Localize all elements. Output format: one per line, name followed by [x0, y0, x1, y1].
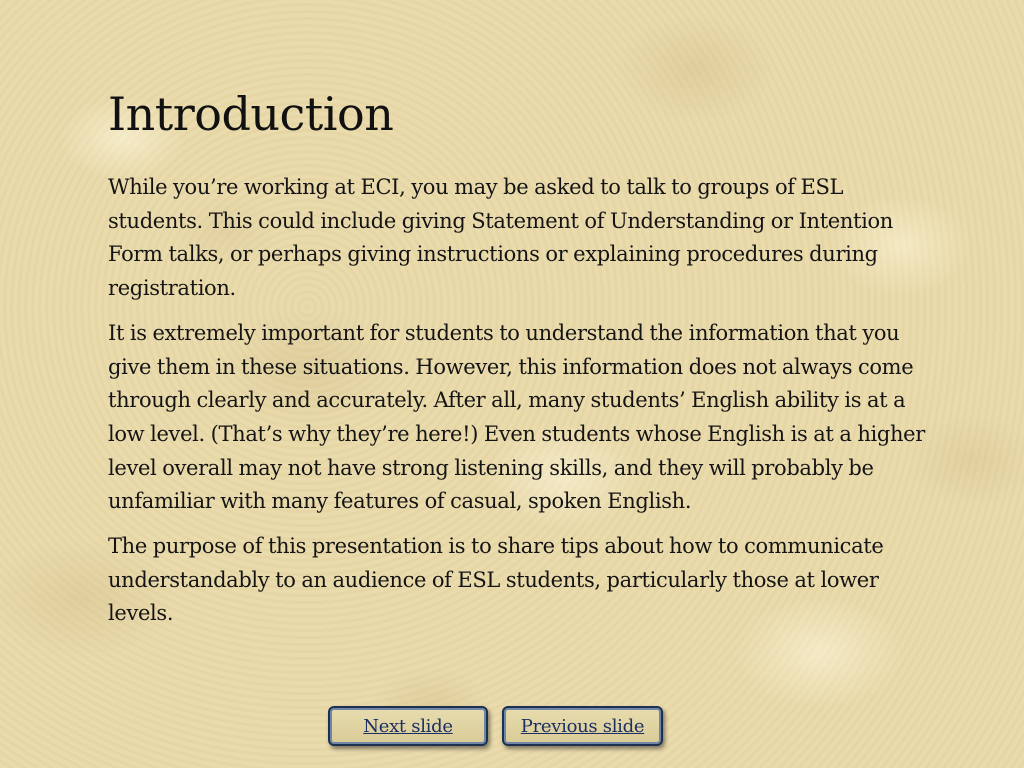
previous-slide-button[interactable]	[502, 706, 663, 746]
slide-body	[108, 171, 938, 642]
body-paragraph-2: It is extremely important for students to understand the information that you give them in these situations. However, this information does not always come through clearly and accurately. After all, many students’ English ability is at a low level. (That’s why they’re here!) Even students whose English is at a higher level overall may not have strong listening skills, and they will probably be unfamiliar with many features of casual, spoken English.	[108, 320, 925, 514]
body-paragraph-3: The purpose of this presentation is to share tips about how to communicate understandably to an audience of ESL students, particularly those at lower levels.	[108, 534, 884, 626]
next-slide-link[interactable]: Next slide	[363, 715, 453, 737]
previous-slide-link[interactable]: Previous slide	[520, 715, 645, 737]
slide-title: Introduction	[108, 87, 394, 141]
body-paragraph-1: While you’re working at ECI, you may be asked to talk to groups of ESL students. This could include giving Statement of Understanding or Intention Form talks, or perhaps giving instructions or explaining procedures during registration.	[108, 175, 893, 301]
next-slide-button[interactable]	[328, 706, 488, 746]
